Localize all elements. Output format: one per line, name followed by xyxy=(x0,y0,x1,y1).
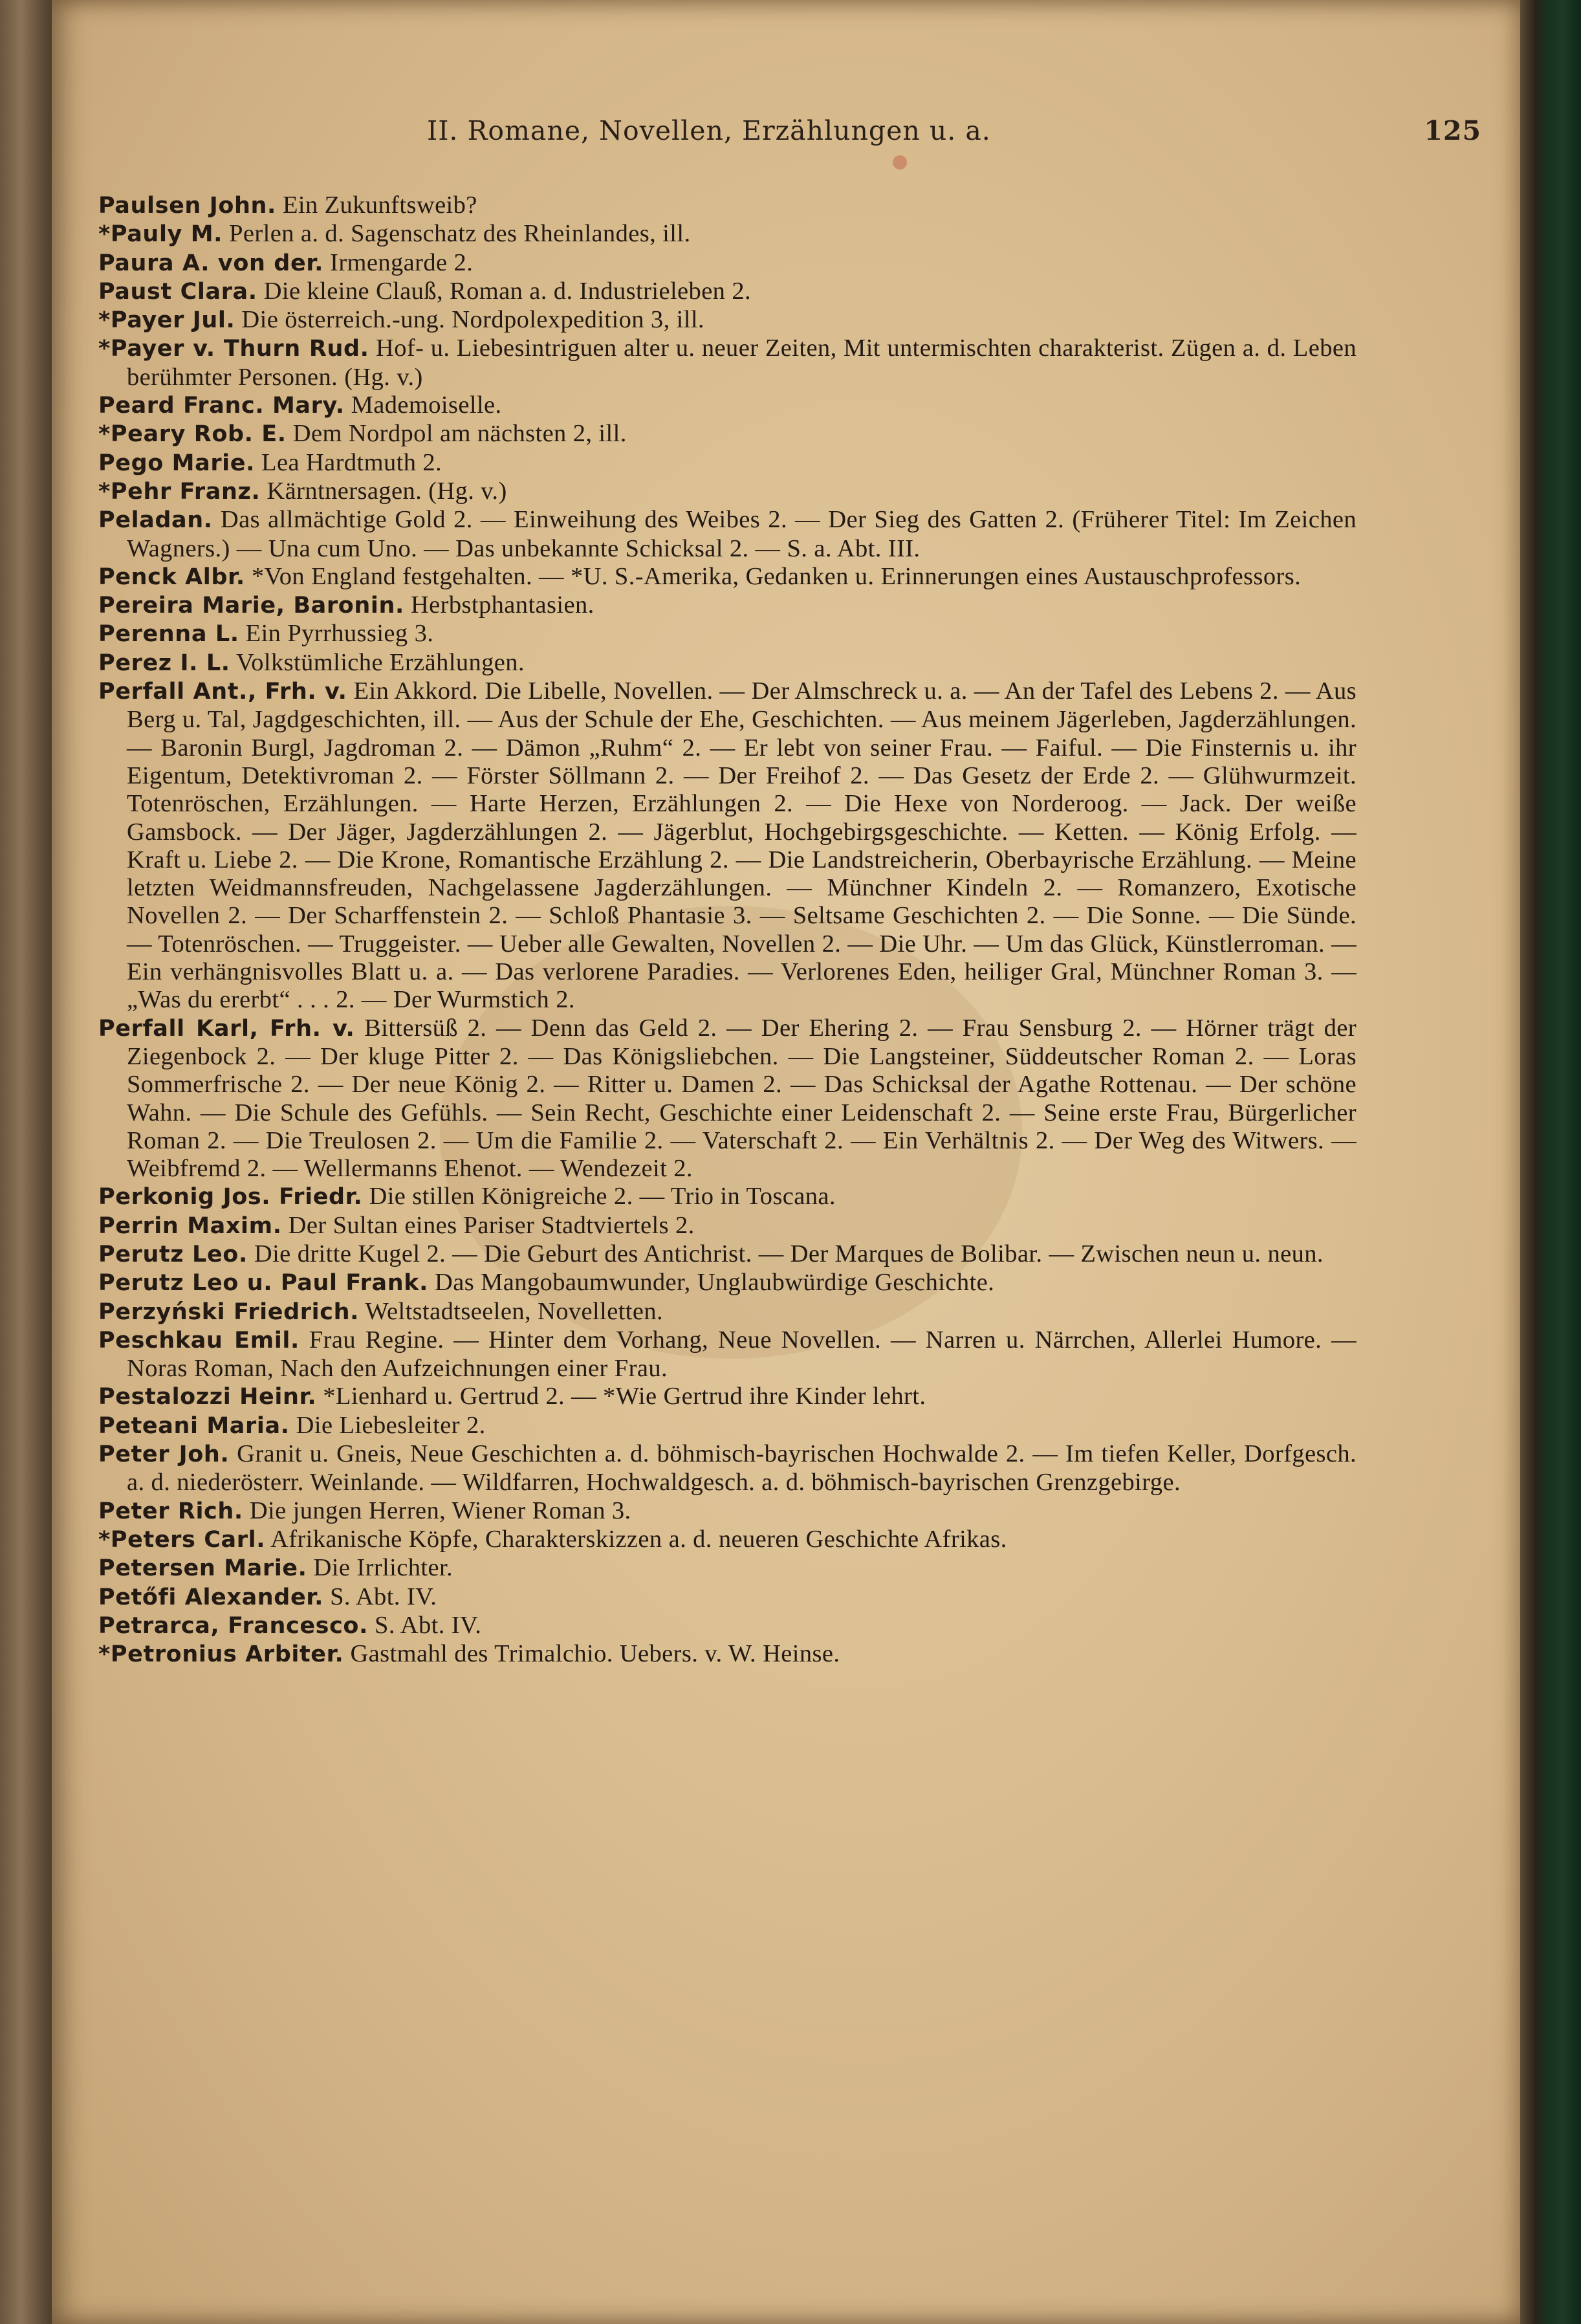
bibliography-entry xyxy=(98,563,1357,591)
entry-text: Perlen a. d. Sagenschatz des Rheinlandes, ill. xyxy=(229,220,691,248)
bibliography-entry xyxy=(98,1612,1357,1640)
entry-text: Ein Akkord. Die Libelle, Novellen. — Der Almschreck u. a. — An der Tafel des Lebens 2. — Aus Berg u. Tal, Jagdgeschichten, ill. — Aus der Schule der Ehe, Geschichten. — Aus meinem Jägerleben, Jagderzählungen. — Baronin Burgl, Jagdroman 2. — Dämon „Ruhm“ 2. — Er lebt von seiner Frau. — Faiful. — Die Finsternis u. ihr Eigentum, Detektivroman 2. — Förster Söllmann 2. — Der Freihof 2. — Das Gesetz der Erde 2. — Glühwurmzeit. Totenröschen, Erzählungen. — Harte Herzen, Erzählungen 2. — Die Hexe von Norderoog. — Jack. Der weiße Gamsbock. — Der Jäger, Jagderzählungen 2. — Jägerblut, Hochgebirgsgeschichte. — Ketten. — König Erfolg. — Kraft u. Liebe 2. — Die Krone, Romantische Erzählung 2. — Die Landstreicherin, Oberbayrische Erzählung. — Meine letzten Weidmannsfreuden, Nachgelassene Jagderzählungen. — Münchner Kindeln 2. — Romanzero, Exotische Novellen 2. — Der Scharffenstein 2. — Schloß Phantasie 3. — Seltsame Geschichten 2. — Die Sonne. — Die Sünde. — Totenröschen. — Truggeister. — Ueber alle Gewalten, Novellen 2. — Die Uhr. — Um das Glück, Künstlerroman. — Ein verhängnisvolles Blatt u. a. — Das verlorene Paradies. — Verlorenes Eden, heiliger Gral, Münchner Roman 3. — „Was du ererbt“ . . . 2. — Der Wurmstich 2. xyxy=(127,677,1357,1014)
author-name: *Peters Carl. xyxy=(98,1526,266,1553)
author-name: *Peary Rob. E. xyxy=(98,421,287,448)
bibliography-entry xyxy=(98,420,1357,448)
author-name: Penck Albr. xyxy=(98,564,245,590)
author-name: Peter Rich. xyxy=(98,1498,243,1524)
entry-text: Ein Pyrrhussieg 3. xyxy=(245,620,434,648)
bibliography-entry xyxy=(98,278,1357,306)
author-name: *Payer v. Thurn Rud. xyxy=(98,336,369,362)
bibliography-entry xyxy=(98,649,1357,677)
bibliography-entry xyxy=(98,1497,1357,1526)
author-name: Perrin Maxim. xyxy=(98,1212,282,1239)
bibliography-entry xyxy=(98,220,1357,248)
author-name: *Pauly M. xyxy=(98,221,223,248)
author-name: Pestalozzi Heinr. xyxy=(98,1384,317,1410)
author-name: Paust Clara. xyxy=(98,278,257,305)
entry-text: Die Irrlichter. xyxy=(313,1554,453,1582)
entry-text: Volkstümliche Erzählungen. xyxy=(236,648,525,676)
bibliography-entry xyxy=(98,306,1357,334)
entry-text: Die kleine Clauß, Roman a. d. Industrieleben 2. xyxy=(263,277,752,305)
author-name: Perkonig Jos. Friedr. xyxy=(98,1184,363,1211)
entry-text: Mademoiselle. xyxy=(351,391,502,419)
bibliography-entry xyxy=(98,506,1357,563)
author-name: Perfall Ant., Frh. v. xyxy=(98,679,347,705)
author-name: Peladan. xyxy=(98,507,213,534)
author-name: Perzyński Friedrich. xyxy=(98,1299,359,1325)
author-name: Pereira Marie, Baronin. xyxy=(98,593,404,619)
author-name: Petrarca, Francesco. xyxy=(98,1612,368,1639)
bibliography-entry xyxy=(98,1554,1357,1583)
entry-text: Irmengarde 2. xyxy=(330,248,474,276)
entry-text: Kärntnersagen. (Hg. v.) xyxy=(267,477,507,505)
author-name: Petőfi Alexander. xyxy=(98,1584,324,1610)
entry-text: Die jungen Herren, Wiener Roman 3. xyxy=(249,1496,631,1524)
bibliography-entry xyxy=(98,449,1357,477)
author-name: *Payer Jul. xyxy=(98,307,235,334)
entry-text: Die Liebesleiter 2. xyxy=(296,1411,486,1439)
entry-text: Die österreich.-ung. Nordpolexpedition 3, ill. xyxy=(241,306,704,334)
bibliography-entry xyxy=(98,334,1357,391)
entry-text: Granit u. Gneis, Neue Geschichten a. d. böhmisch-bayrischen Hochwalde 2. — Im tiefen Keller, Dorfgesch. a. d. niederösterr. Weinlande. — Wildfarren, Hochwaldgesch. a. d. böhmisch-bayrischen Grenzgebirge. xyxy=(127,1440,1357,1496)
entry-text: Dem Nordpol am nächsten 2, ill. xyxy=(292,420,627,448)
entry-text: Afrikanische Köpfe, Charakterskizzen a. d. neueren Geschichte Afrikas. xyxy=(270,1525,1007,1553)
author-name: Pego Marie. xyxy=(98,450,256,476)
entry-text: Die dritte Kugel 2. — Die Geburt des Antichrist. — Der Marques de Bolibar. — Zwischen neun u. neun. xyxy=(254,1240,1324,1267)
entry-text: *Von England festgehalten. — *U. S.-Amerika, Gedanken u. Erinnerungen eines Austauschprofessors. xyxy=(251,562,1302,590)
bibliography-entry xyxy=(98,391,1357,420)
entry-text: Die stillen Königreiche 2. — Trio in Toscana. xyxy=(369,1183,836,1211)
bibliography-entry xyxy=(98,1440,1357,1497)
entry-text: Weltstadtseelen, Novelletten. xyxy=(365,1297,664,1325)
bibliography-entry xyxy=(98,1298,1357,1326)
bibliography-entry xyxy=(98,1014,1357,1183)
entry-text: Gastmahl des Trimalchio. Uebers. v. W. Heinse. xyxy=(350,1640,840,1668)
entry-text: Der Sultan eines Pariser Stadtviertels 2. xyxy=(288,1211,695,1239)
bibliography-entry xyxy=(98,1326,1357,1383)
entry-text: Das allmächtige Gold 2. — Einweihung des Weibes 2. — Der Sieg des Gatten 2. (Früherer Titel: Im Zeichen Wagners.) — Una cum Uno. — Das unbekannte Schicksal 2. — S. a. Abt. III. xyxy=(127,506,1357,562)
entry-text: Bittersüß 2. — Denn das Geld 2. — Der Ehering 2. — Frau Sensburg 2. — Hörner trägt der Ziegenbock 2. — Der kluge Pitter 2. — Das Königsliebchen. — Die Langsteiner, Süddeutscher Roman 2. — Loras Sommerfrische 2. — Der neue König 2. — Ritter u. Damen 2. — Das Schicksal der Agathe Rottenau. — Der schöne Wahn. — Die Schule des Gefühls. — Sein Recht, Geschichte einer Leidenschaft 2. — Seine erste Frau, Bürgerlicher Roman 2. — Die Treulosen 2. — Um die Familie 2. — Vaterschaft 2. — Ein Verhältnis 2. — Der Weg des Witwers. — Weibfremd 2. — Wellermanns Ehenot. — Wendezeit 2. xyxy=(127,1014,1357,1183)
author-name: Petersen Marie. xyxy=(98,1555,307,1582)
bibliography-list xyxy=(98,192,1357,1669)
bibliography-entry xyxy=(98,249,1357,278)
author-name: Peschkau Emil. xyxy=(98,1327,300,1354)
entry-text: S. Abt. IV. xyxy=(330,1583,437,1610)
bibliography-entry xyxy=(98,1583,1357,1612)
page-edges xyxy=(1520,0,1581,2324)
author-name: Perutz Leo. xyxy=(98,1241,248,1267)
author-name: Perez I. L. xyxy=(98,650,230,676)
author-name: Peard Franc. Mary. xyxy=(98,393,345,419)
author-name: Peter Joh. xyxy=(98,1442,230,1468)
entry-text: Das Mangobaumwunder, Unglaubwürdige Geschichte. xyxy=(435,1269,995,1297)
entry-text: *Lienhard u. Gertrud 2. — *Wie Gertrud ihre Kinder lehrt. xyxy=(323,1383,926,1410)
bibliography-entry xyxy=(98,1212,1357,1240)
author-name: Perfall Karl, Frh. v. xyxy=(98,1015,355,1042)
bibliography-entry xyxy=(98,591,1357,620)
author-name: Peteani Maria. xyxy=(98,1412,290,1439)
bibliography-entry xyxy=(98,1183,1357,1211)
entry-text: S. Abt. IV. xyxy=(375,1611,482,1639)
author-name: Paura A. von der. xyxy=(98,250,324,276)
bibliography-entry xyxy=(98,1412,1357,1440)
page-header xyxy=(427,115,1520,160)
entry-text: Frau Regine. — Hinter dem Vorhang, Neue Novellen. — Narren u. Närrchen, Allerlei Humore. — Noras Roman, Nach den Aufzeichnungen einer Frau. xyxy=(127,1326,1357,1383)
author-name: Perutz Leo u. Paul Frank. xyxy=(98,1270,428,1297)
entry-text: Lea Hardtmuth 2. xyxy=(261,448,442,476)
bibliography-entry xyxy=(98,620,1357,648)
author-name: Perenna L. xyxy=(98,621,239,648)
entry-text: Herbstphantasien. xyxy=(410,591,594,619)
author-name: *Pehr Franz. xyxy=(98,478,261,505)
bibliography-entry xyxy=(98,1383,1357,1411)
page-number: 125 xyxy=(1424,115,1481,146)
author-name: Paulsen John. xyxy=(98,193,276,219)
bibliography-entry xyxy=(98,192,1357,220)
bibliography-entry xyxy=(98,1640,1357,1669)
entry-text: Hof- u. Liebesintriguen alter u. neuer Zeiten, Mit untermischten charakterist. Zügen a. d. Leben berühmter Personen. (Hg. v.) xyxy=(127,334,1357,391)
author-name: *Petronius Arbiter. xyxy=(98,1641,344,1668)
bibliography-entry xyxy=(98,1240,1357,1269)
running-title: II. Romane, Novellen, Erzählungen u. a. xyxy=(427,115,991,146)
bibliography-entry xyxy=(98,477,1357,506)
bibliography-entry xyxy=(98,1269,1357,1297)
bibliography-entry xyxy=(98,677,1357,1014)
bibliography-entry xyxy=(98,1526,1357,1554)
entry-text: Ein Zukunftsweib? xyxy=(282,192,477,219)
